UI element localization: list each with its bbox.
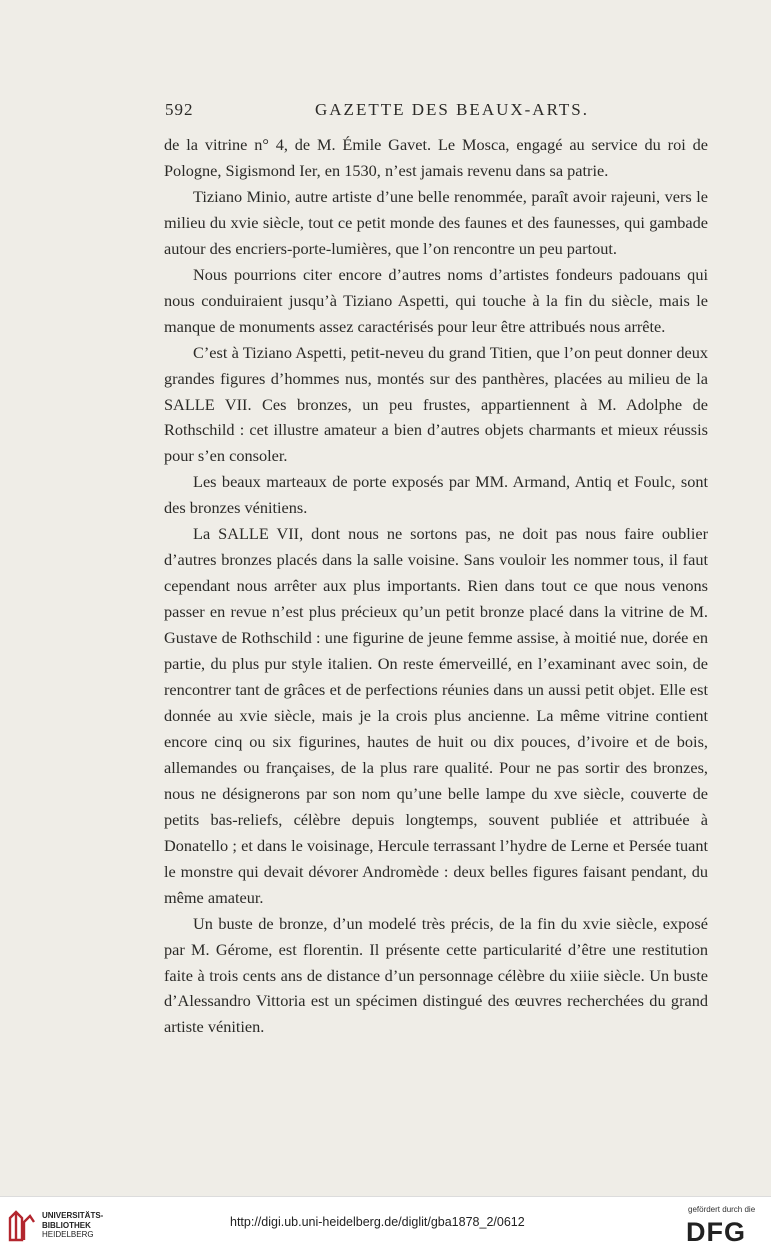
university-line-3: HEIDELBERG (42, 1230, 94, 1239)
paragraph-3: Nous pourrions citer encore d’autres noms d’artistes fondeurs padouans qui nous conduiraient jusqu’à Tiziano Aspetti, qui touche à la fin du siècle, mais le manque de monuments assez caractérisés pour leur être attribués nous arrête. (164, 264, 708, 336)
running-title: GAZETTE DES BEAUX-ARTS. (315, 100, 589, 119)
permalink-url[interactable]: http://digi.ub.uni-heidelberg.de/diglit/gba1878_2/0612 (230, 1215, 525, 1229)
university-line-2: BIBLIOTHEK (42, 1220, 91, 1230)
dfg-logo[interactable]: DFG (686, 1217, 746, 1247)
body-text (164, 132, 708, 1040)
paragraph-7: Un buste de bronze, d’un modelé très précis, de la fin du xvie siècle, exposé par M. Gérome, est florentin. Il présente cette particularité d’être une restitution faite à trois cents ans de distance d’un personnage célèbre du xiiie siècle. Un buste d’Alessandro Vittoria est un spécimen distingué des œuvres recherchées du grand artiste vénitien. (164, 913, 708, 1037)
page-number: 592 (165, 100, 194, 119)
paragraph-2: Tiziano Minio, autre artiste d’une belle renommée, paraît avoir rajeuni, vers le milieu du xvie siècle, tout ce petit monde des faunes et des faunesses, qui gambade autour des encriers-porte-lumières, que l’on rencontre un peu partout. (164, 186, 708, 258)
paragraph-5: Les beaux marteaux de porte exposés par MM. Armand, Antiq et Foulc, sont des bronzes vénitiens. (164, 472, 708, 518)
university-logo-icon[interactable] (6, 1208, 36, 1244)
funded-by-label: gefördert durch die (688, 1205, 756, 1214)
paragraph-6: La SALLE VII, dont nous ne sortons pas, ne doit pas nous faire oublier d’autres bronzes placés dans la salle voisine. Sans vouloir les nommer tous, il faut cependant nous arrêter aux plus importants. Rien dans tout ce que nous venons passer en revue n’est plus précieux qu’un petit bronze placé dans la vitrine de M. Gustave de Rothschild : une figurine de jeune femme assise, à moitié nue, dorée en partie, du plus pur style italien. On reste émerveillé, en l’examinant avec soin, de rencontrer tant de grâces et de perfections réunies dans un aussi petit objet. Elle est donnée au xvie siècle, mais je la crois plus ancienne. La même vitrine contient encore cinq ou six figurines, hautes de huit ou dix pouces, d’ivoire et de bois, allemandes ou françaises, de la plus rare qualité. Pour ne pas sortir des bronzes, nous ne désignerons par son nom qu’une belle lampe du xve siècle, couverte de petits bas-reliefs, célèbre depuis longtemps, souvent publiée et attribuée à Donatello ; et dans le voisinage, Hercule terrassant l’hydre de Lerne et Persée tuant le monstre qui devait dévorer Andromède : deux belles figures faisant pendant, du même amateur. (164, 524, 708, 907)
paragraph-1: de la vitrine n° 4, de M. Émile Gavet. Le Mosca, engagé au service du roi de Pologne, Sigismond Ier, en 1530, n’est jamais revenu dans sa patrie. (164, 135, 708, 180)
viewer-footer (0, 1196, 771, 1254)
university-line-1: UNIVERSITÄTS- (42, 1211, 104, 1220)
running-header (165, 100, 707, 124)
paragraph-4: C’est à Tiziano Aspetti, petit-neveu du grand Titien, que l’on peut donner deux grandes figures d’hommes nus, montés sur des panthères, placées au milieu de la SALLE VII. Ces bronzes, un peu frustes, appartiennent à M. Adolphe de Rothschild : cet illustre amateur a bien d’autres objets charmants et mieux réussis pour s’en consoler. (164, 342, 708, 466)
university-name[interactable] (42, 1211, 103, 1240)
